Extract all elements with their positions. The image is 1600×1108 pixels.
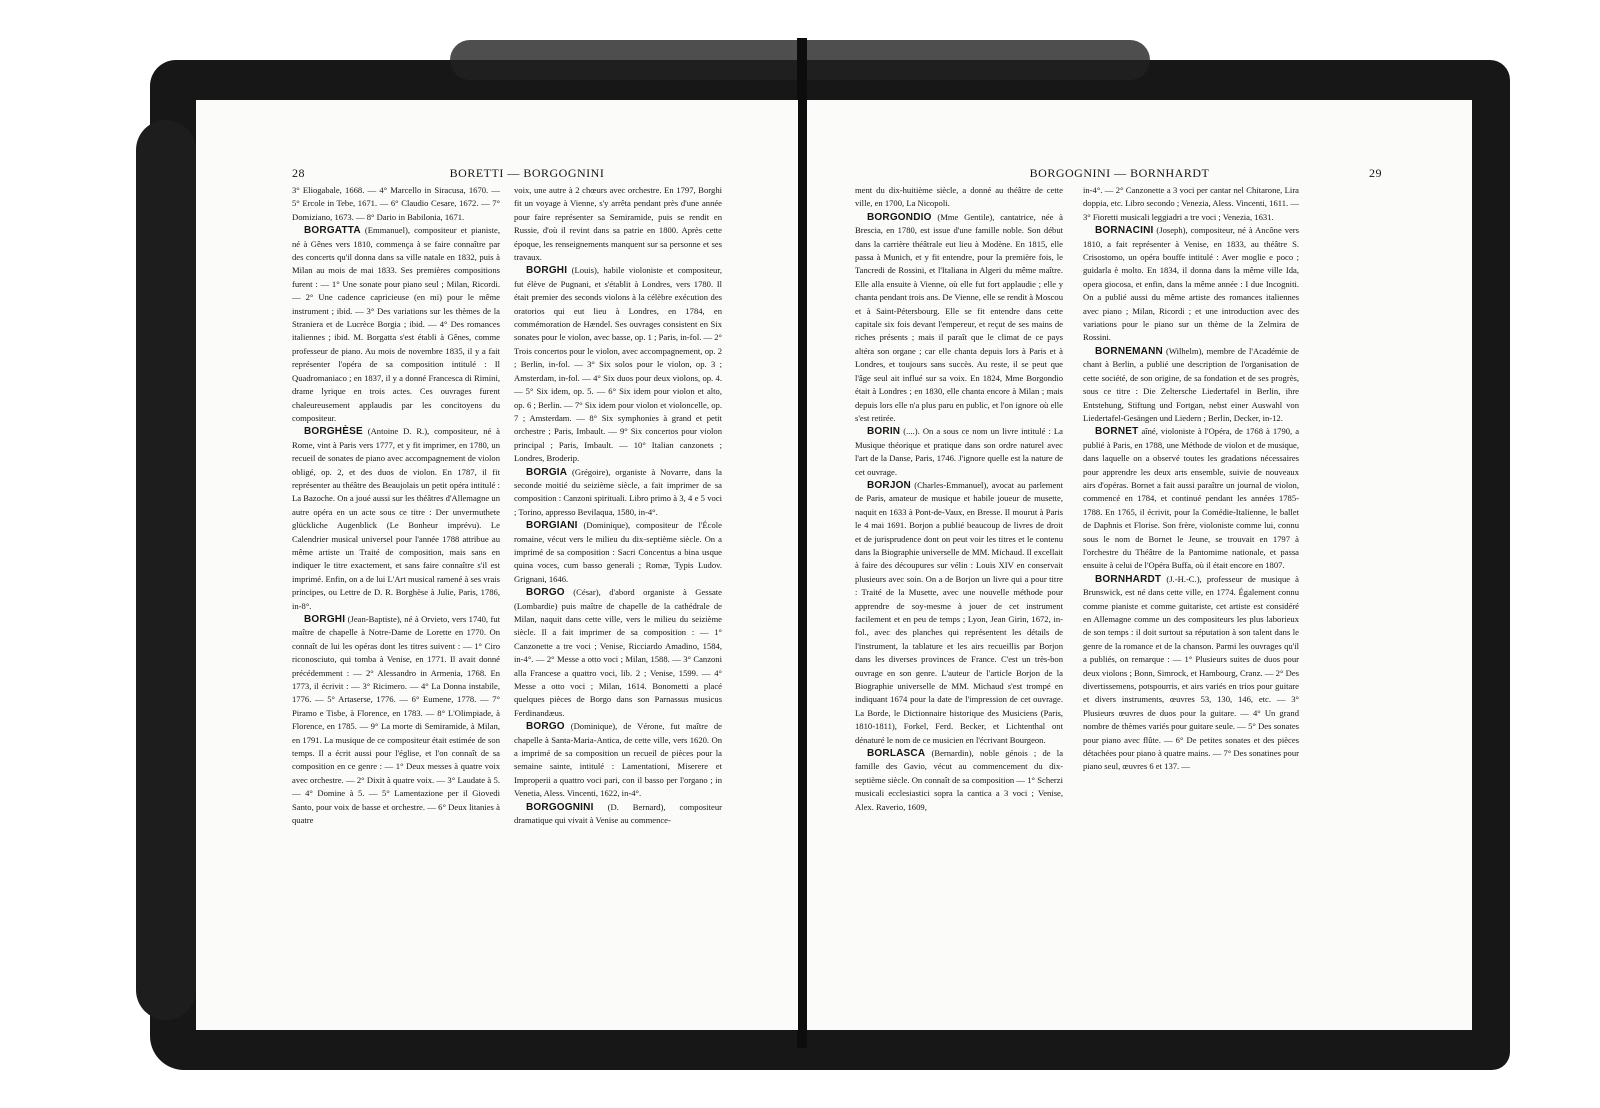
entry-qualifier: (Emmanuel), — [364, 225, 411, 236]
entry-qualifier: (Antoine D. R.), — [367, 426, 430, 437]
entry-headword: BORNET — [1095, 426, 1139, 438]
continued-text: 3° Eliogabale, 1668. — 4° Marcello in Siracusa, 1670. — 5° Ercole in Tebe, 1671. — 6° Claudio Cesare, 1672. — 7° Domiziano, 1673. — 8° Dario in Babilonia, 1671. — [292, 185, 500, 222]
text-column — [292, 184, 500, 1014]
entry-body: d'abord organiste à Gessate (Lombardie) puis maître de chapelle de la cathédrale de Milan, naquit dans cette ville, vers le milieu du seizième siècle. Il a fait imprimer de sa composition : — 1° Canzonette a tre voci ; Venise, Ricciardo Amadino, 1584, in-4°. — 2° Messe a otto voci ; Milan, 1588. — 3° Canzoni alla Francese a quattro voci, lib. 2 ; Venise, 1599. — 4° Messe a otto voci ; Milan, 1614. Bonometti a placé quelques pièces de Borgo dans son Parnassus musicus Ferdinandæus. — [514, 587, 722, 718]
entry-qualifier: (....). — [903, 426, 920, 437]
entry-headword: BORNHARDT — [1095, 573, 1162, 585]
entry-headword: BORLASCA — [867, 748, 926, 760]
entry-qualifier: (D. Bernard), — [607, 801, 666, 812]
entry-headword: BORGHÈSE — [304, 426, 363, 438]
dictionary-entry — [514, 720, 722, 800]
entry-qualifier: (Bernardin), — [931, 748, 974, 759]
entry-body: organiste à Novarre, dans la seconde moitié du seizième siècle, a fait imprimer de sa composition : Canzoni spirituali. Libro primo à 3, 4 e 5 voci ; Torino, appresso Bevilaqua, 1580, in-4°. — [514, 466, 722, 517]
entry-qualifier: (Jean-Baptiste), — [347, 614, 402, 624]
entry-body: professeur de musique à Brunswick, est né dans cette ville, en 1774. Également connu comme pianiste et comme guitariste, cet artiste est considéré en Allemagne comme un des compositeurs les plus laborieux de son temps : il doit surtout sa réputation à son talent dans le genre de la romance et de la chanson. Parmi les ouvrages qu'il a publiés, on remarque : — 1° Plusieurs suites de duos pour deux violons ; Bonn, Simrock, et Hambourg, Cranz. — 2° Des divertissemens, potspourris, et airs variés en trios pour guitare et divers instruments, œuvres 53, 130, 146, etc. — 3° Plusieurs œuvres de duos pour la guitare. — 4° Un grand nombre de thèmes variés pour guitare seule. — 5° Des sonates pour piano avec flûte. — 6° De petites sonates et des pièces détachées pour piano à quatre mains. — 7° Des sonatines pour piano seul, œuvres 6 et 137. — — [1083, 573, 1299, 772]
right-page — [807, 100, 1472, 1030]
dictionary-entry — [855, 479, 1063, 747]
dictionary-entry — [1083, 573, 1299, 774]
entry-headword: BORGO — [526, 587, 565, 599]
entry-headword: BORGHI — [526, 265, 568, 277]
entry-headword: BORGIA — [526, 466, 568, 478]
entry-qualifier: (Dominique), — [570, 721, 618, 732]
dictionary-entry — [1083, 425, 1299, 572]
entry-qualifier: (César), — [573, 587, 601, 598]
text-column — [514, 184, 722, 1014]
dictionary-entry — [292, 613, 500, 828]
text-column — [1083, 184, 1299, 1014]
dictionary-entry — [1083, 224, 1299, 345]
dictionary-entry — [855, 211, 1063, 426]
entry-body: né à Orvieto, vers 1740, fut maître de chapelle à Notre-Dame de Lorette en 1770. On connaît de lui les opéras dont les titres suivent : — 1° Ciro riconosciuto, qui tomba à Venise, en 1771. Il avait donné précédemment : — 2° Alessandro in Armenia, 1768. En 1773, il écrivit : — 3° Ricimero. — 4° La Donna instabile, 1776. — 5° Artaserse, 1776. — 6° Eumene, 1778. — 7° Piramo e Tisbe, à Florence, en 1783. — 8° L'Olimpiade, à Florence, en 1785. — 9° La morte di Semiramide, à Milan, en 1791. La musique de ce compositeur était estimée de son temps. Il a écrit aussi pour l'église, et l'on connaît de sa composition en ce genre : — 1° Deux messes à quatre voix avec orchestre. — 2° Dixit à quatre voix. — 3° Laudate à 5. — 4° Domine à 5. — 5° Lamentazione per il Giovedi Santo, pour voix de basse et orchestre. — 6° Deux litanies à quatre — [292, 614, 500, 826]
left-running-head — [196, 166, 798, 186]
entry-headword: BORJON — [867, 479, 911, 491]
dictionary-entry — [855, 425, 1063, 479]
entry-headword: BORGO — [526, 721, 565, 733]
entry-body: avocat au parlement de Paris, amateur de musique et habile joueur de musette, naquit en 1633 à Pont-de-Vaux, en Bresse. Il mourut à Paris le 4 mai 1691. Borjon a publié beaucoup de livres de droit et de jurisprudence dont on peut voir les titres et le contenu dans la Biographie universelle de MM. Michaud. Il excellait à faire des découpures sur vélin : Louis XIV en conservait plusieurs avec soin. On a de Borjon un livre qui a pour titre : Traité de la Musette, avec une nouvelle méthode pour apprendre de soy-mesme à jouer de cet instrument facilement et en peu de temps ; Lyon, Jean Girin, 1672, in-fol., avec des planches qui représentent les détails de l'instrument, la tablature et les airs recueillis par Borjon dans les diverses provinces de France. C'est un très-bon ouvrage en son genre. L'auteur de l'article Borjon de la Biographie universelle de MM. Michaud s'est trompé en indiquant 1674 pour la date de l'impression de cet ouvrage. La Borde, le Dictionnaire historique des Musiciens (Paris, 1810-1811), Forkel, Ferd. Becker, et Lichtenthal ont dénaturé le nom de ce musicien en l'écrivant Bourgeon. — [855, 479, 1063, 745]
entry-qualifier: aîné, — [1141, 426, 1158, 437]
entry-qualifier: (Dominique), — [583, 520, 631, 531]
entry-headword: BORGHI — [304, 614, 346, 625]
entry-body: habile violoniste et compositeur, fut élève de Pugnani, et s'établit à Londres, vers 1780. Il était premier des seconds violons à la célèbre exécution des oratorios qui eut lieu à Londres, en 1784, en commémoration de Hændel. Ses ouvrages consistent en Six sonates pour le violon, avec basse, op. 1 ; Paris, in-fol. — 2° Trois concertos pour le violon, avec accompagnement, op. 2 ; Berlin, in-fol. — 3° Six solos pour le violon, op. 3 ; Amsterdam, in-fol. — 4° Six duos pour deux violons, op. 4. — 5° Six idem, op. 5. — 6° Six idem pour violon et alto, op. 6 ; Berlin. — 7° Six idem pour violon et violoncelle, op. 7 ; Amsterdam. — 8° Six symphonies à grand et petit orchestre ; Paris, Imbault. — 9° Six concertos pour violon principal ; Paris, Imbault. — 10° Italian canzonets ; Londres, Broderip. — [514, 265, 722, 464]
continued-text: in-4°. — 2° Canzonette a 3 voci per cantar nel Chitarone, Lira doppia, etc. Libro secondo ; Venezia, Aless. Vincenti, 1611. — 3° Fioretti musicali leggiadri a tre voci ; Venezia, 1631. — [1083, 185, 1299, 222]
entry-qualifier: (J.-H.-C.), — [1166, 573, 1202, 584]
entry-qualifier: (Charles-Emmanuel), — [914, 479, 989, 490]
entry-qualifier: (Mme Gentile), — [937, 211, 995, 222]
dictionary-entry — [514, 519, 722, 586]
entry-headword: BORGATTA — [304, 225, 361, 237]
left-page — [196, 100, 798, 1030]
dictionary-entry — [855, 747, 1063, 814]
entry-body: compositeur et pianiste, né à Gênes vers 1810, commença à se faire connaître par des concerts qu'il donna dans sa ville natale en 1832, puis à Milan au mois de mai 1833. Ses premières compositions furent : — 1° Une sonate pour piano seul ; Milan, Ricordi. — 2° Une cadence capricieuse (en mi) pour le même instrument ; ibid. — 3° Des variations sur les thèmes de la Straniera et de Lucrèce Borgia ; ibid. — 4° Des romances italiennes ; ibid. M. Borgatta s'est établi à Gênes, comme professeur de piano. Au mois de novembre 1835, il y a fait représenter l'opéra de sa composition intitulé : Il Quadromaniaco ; en 1837, il y a donné Francesca di Rimini, drame lyrique en trois actes. Ces ouvrages furent chaleureusement applaudis par les concitoyens du compositeur. — [292, 225, 500, 423]
continued-text: voix, une autre à 2 chœurs avec orchestre. En 1797, Borghi fit un voyage à Vienne, s'y arrêta pendant près d'une année pour faire représenter sa Semiramide, puis se rendit en Russie, d'où il revint dans sa patrie en 1800. Après cette époque, les renseignements manquent sur sa personne et ses travaux. — [514, 185, 722, 263]
running-head-title: BORETTI — BORGOGNINI — [449, 166, 605, 180]
entry-headword: BORNEMANN — [1095, 345, 1163, 357]
entry-body: membre de l'Académie de chant à Berlin, a publié une description de l'organisation de cette société, de son origine, de sa fondation et de ses progrès, sous ce titre : Die Zeltersche Liedertafel in Berlin, ihre Entstehung, Stiftung und Fortgan, nebst einer Auswahl von Liedertafel-Gesängen und Liedern ; Berlin, Decker, in-12. — [1083, 345, 1299, 423]
entry-body: violoniste à l'Opéra, de 1768 à 1790, a publié à Paris, en 1788, une Méthode de violon et de musique, dans laquelle on a observé toutes les gradations nécessaires pour apprendre les deux arts ensemble, suivie de nouveaux airs d'opéras. Bornet a fait aussi paraître un journal de violon, commencé en 1784, et continué pendant les années 1785-1788. En 1765, il écrivit, pour la Comédie-Italienne, le ballet de Daphnis et Florise. Son frère, violoniste comme lui, connu sous le nom de Bornet le Jeune, se trouvait en 1797 à l'orchestre du Théâtre de la Pantomime nationale, et passa ensuite à celui de l'Opéra Buffa, où il était encore en 1807. — [1083, 426, 1299, 571]
text-column — [855, 184, 1063, 1014]
dictionary-entry — [514, 586, 722, 720]
entry-body: cantatrice, née à Brescia, en 1780, est issue d'une famille noble. Son début dans la carrière théâtrale eut lieu à Modène. En 1815, elle passa à Munich, et y fit entendre, pour la première fois, le Tancredi de Rossini, et l'Italiana in Algeri du même maître. Elle alla ensuite à Vienne, où elle fut fort applaudie ; elle y chanta pendant trois ans. De Vienne, elle se rendit à Moscou et à Saint-Pétersbourg. Elle se fit entendre dans cette capitale six fois devant l'empereur, et reçut de ses mains de riches présents ; mais il paraît que le climat de ce pays altéra son organe ; car elle chanta depuis lors à Paris et à Londres, et toujours sans succès. Au reste, il se peut que l'âge seul ait influé sur sa voix. En 1824, Mme Borgondio était à Londres ; en 1830, elle chanta encore à Milan ; mais depuis lors elle n'a plus paru en public, et l'on ignore où elle s'est retirée. — [855, 211, 1063, 423]
page-number: 29 — [1369, 166, 1382, 180]
entry-qualifier: (Joseph), — [1156, 225, 1188, 236]
entry-qualifier: (Louis), — [571, 265, 600, 276]
entry-qualifier: (Wilhelm), — [1165, 345, 1204, 356]
entry-body: compositeur de l'École romaine, vécut vers le milieu du dix-septième siècle. On a imprimé de sa composition : Sacri Concentus a bina usque quina voces, cum basso generali ; Romæ, Typis Ludov. Grignani, 1646. — [514, 520, 722, 584]
entry-body: de Vérone, fut maître de chapelle à Santa-Maria-Antica, de cette ville, vers 1620. On a imprimé de sa composition un recueil de pièces pour la semaine sainte, intitulé : Lamentationi, Miserere et Improperii a quattro voci pari, con il basso per l'organo ; in Venetia, Aless. Vincenti, 1622, in-4°. — [514, 721, 722, 799]
entry-headword: BORIN — [867, 426, 901, 438]
dictionary-entry — [514, 264, 722, 465]
dictionary-entry — [292, 224, 500, 425]
entry-headword: BORGOGNINI — [526, 801, 594, 813]
entry-body: compositeur, né à Rome, vint à Paris vers 1777, et y fit imprimer, en 1780, un recueil de sonates de piano avec accompagnement de violon obligé, op. 2, et des duos de violon. En 1787, il fit représenter au théâtre des Beaujolais un petit opéra intitulé : La Bazoche. On a joué aussi sur les théâtres d'Allemagne un autre opéra en un acte sous ce titre : Der unvermuthete glückliche Augenblick (Le Bonheur imprévu). Le Calendrier musical universel pour l'année 1788 attribue au même artiste un Traité de composition, mais sans en indiquer le titre exactement, et sans faire connaître s'il est imprimé. Enfin, on a de lui L'Art musical ramené à ses vrais principes, ou Lettre de D. R. Borghèse à Julie, Paris, 1786, in-8°. — [292, 426, 500, 611]
entry-body: noble génois ; de la famille des Gavio, vécut au commencement du dix-septième siècle. On connaît de sa composition — 1° Scherzi musicali ecclesiastici sopra la cantica a 3 voci ; Venise, Alex. Raverio, 1609, — [855, 748, 1063, 812]
page-number: 28 — [292, 166, 305, 180]
running-head-title: BORGOGNINI — BORNHARDT — [1029, 166, 1210, 180]
entry-headword: BORGONDIO — [867, 211, 932, 223]
dictionary-entry — [514, 466, 722, 520]
entry-body: compositeur dramatique qui vivait à Venise au commence- — [514, 801, 722, 826]
right-running-head — [807, 166, 1472, 186]
entry-qualifier: (Grégoire), — [572, 466, 611, 477]
entry-body: compositeur, né à Ancône vers 1810, a fait représenter à Venise, en 1833, au théâtre S. Crisostomo, un opéra bouffe intitulé : Aver moglie e poco ; guidarla è molto. En 1834, il donna dans la même ville Ida, opera giocosa, et enfin, dans la même année : I due Incogniti. On a publié aussi du même artiste des romances italiennes avec piano ; Milan, Ricordi ; et une introduction avec des variations pour le piano sur un thème de la Zelmira de Rossini. — [1083, 225, 1299, 343]
entry-body: On a sous ce nom un livre intitulé : La Musique théorique et pratique dans son ordre naturel avec l'art de la Danse, Paris, 1746. J'ignore quelle est la nature de cet ouvrage. — [855, 426, 1063, 477]
dictionary-entry — [514, 801, 722, 828]
continued-text: ment du dix-huitième siècle, a donné au théâtre de cette ville, en 1700, La Nicopoli. — [855, 185, 1063, 209]
dictionary-entry — [1083, 345, 1299, 425]
book-gutter — [797, 38, 807, 1048]
entry-headword: BORNACINI — [1095, 225, 1154, 237]
dictionary-entry — [292, 425, 500, 613]
entry-headword: BORGIANI — [526, 520, 578, 532]
